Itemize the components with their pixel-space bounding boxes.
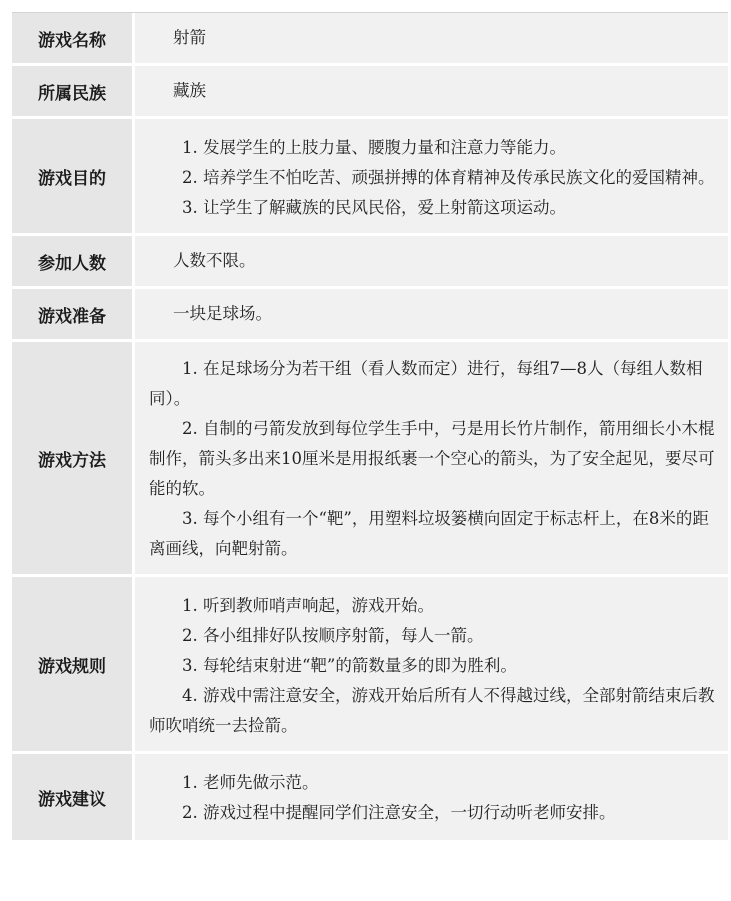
paragraph: 2. 培养学生不怕吃苦、顽强拼搏的体育精神及传承民族文化的爱国精神。: [182, 168, 715, 187]
row-label: 所属民族: [12, 66, 135, 116]
row-label: 游戏准备: [12, 289, 135, 339]
row-label: 游戏目的: [12, 119, 135, 233]
row-label: 参加人数: [12, 236, 135, 286]
row-value: 人数不限。: [135, 236, 728, 286]
row-rules: [12, 577, 728, 754]
row-value: 射箭: [135, 13, 728, 63]
row-purpose: [12, 119, 728, 236]
paragraph: 3. 每个小组有一个“靶”，用塑料垃圾篓横向固定于标志杆上，在8米的距离画线，向靶射箭。: [149, 509, 709, 558]
row-value: [135, 754, 728, 840]
row-suggestions: [12, 754, 728, 843]
row-value: [135, 577, 728, 751]
paragraph: 4. 游戏中需注意安全，游戏开始后所有人不得越过线，全部射箭结束后教师吹哨统一去捡箭。: [149, 686, 715, 735]
row-value: [135, 342, 728, 574]
row-method: [12, 342, 728, 577]
row-preparation: [12, 289, 728, 342]
row-label: 游戏方法: [12, 342, 135, 574]
paragraph: 1. 老师先做示范。: [182, 773, 319, 792]
paragraph: 2. 自制的弓箭发放到每位学生手中，弓是用长竹片制作，箭用细长小木棍制作，箭头多出来10厘米是用报纸裹一个空心的箭头，为了安全起见，要尽可能的软。: [149, 419, 715, 498]
paragraph: 1. 在足球场分为若干组（看人数而定）进行，每组7—8人（每组人数相同）。: [149, 359, 703, 408]
row-nation: [12, 66, 728, 119]
paragraph: 1. 发展学生的上肢力量、腰腹力量和注意力等能力。: [182, 138, 566, 157]
game-info-table: [12, 12, 728, 843]
paragraph: 1. 听到教师哨声响起，游戏开始。: [182, 596, 434, 615]
row-label: 游戏规则: [12, 577, 135, 751]
row-participants: [12, 236, 728, 289]
paragraph: 3. 每轮结束射进“靶”的箭数量多的即为胜利。: [182, 656, 517, 675]
paragraph: 2. 游戏过程中提醒同学们注意安全，一切行动听老师安排。: [182, 803, 616, 822]
paragraph: 2. 各小组排好队按顺序射箭，每人一箭。: [182, 626, 484, 645]
row-game-name: [12, 13, 728, 66]
paragraph: 3. 让学生了解藏族的民风民俗，爱上射箭这项运动。: [182, 198, 566, 217]
row-label: 游戏建议: [12, 754, 135, 840]
row-value: 藏族: [135, 66, 728, 116]
row-label: 游戏名称: [12, 13, 135, 63]
row-value: [135, 119, 728, 233]
row-value: 一块足球场。: [135, 289, 728, 339]
